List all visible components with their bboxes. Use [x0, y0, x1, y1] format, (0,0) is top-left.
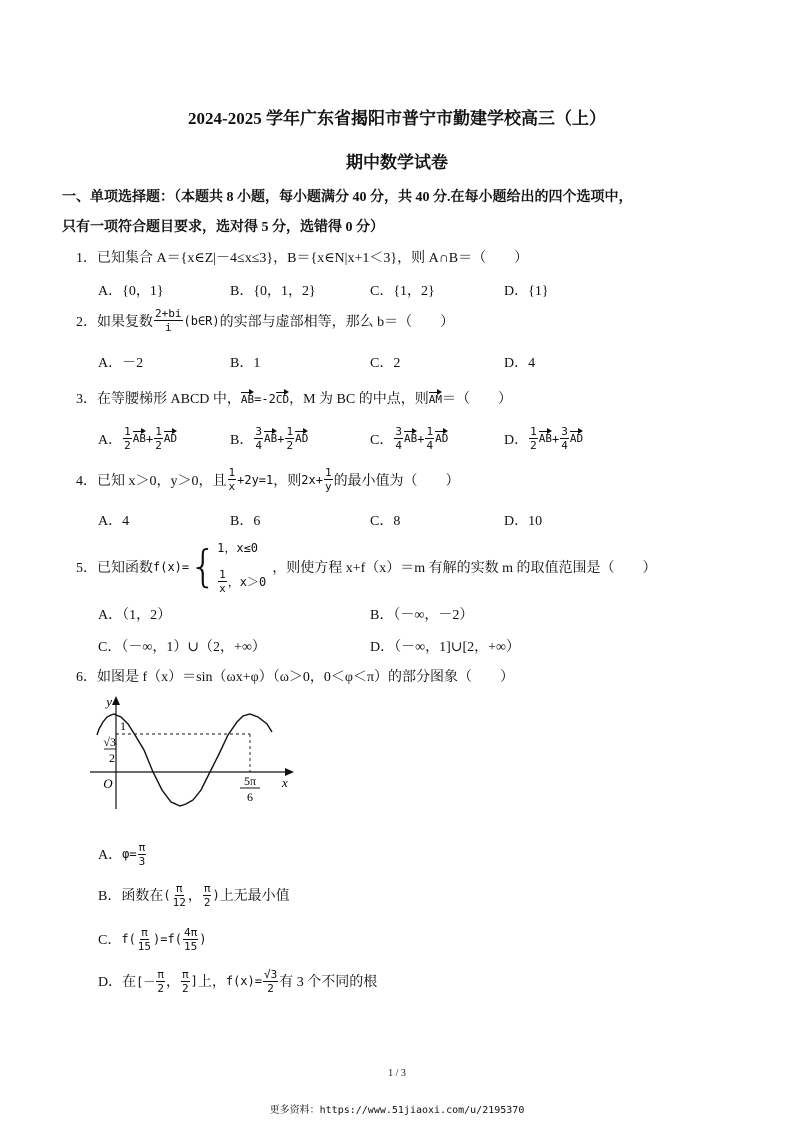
q5-brace: {	[189, 541, 218, 592]
q6-b-frac2	[203, 882, 212, 909]
q4-pre2: 2x+	[301, 472, 323, 487]
q5-fx: f(x)=	[153, 560, 190, 574]
q3-mid: ，M 为 BC 的中点，则	[289, 392, 429, 407]
q6-option-d: D．在 [－ $\frac{\pi}{2}$ ， $\frac{\pi}{2}$ ] 上， f(x)= $\frac{√3}{2}$ 有 3 个不同的根	[98, 967, 378, 995]
q4-option-b: B．6	[230, 514, 261, 529]
two-label: 2	[109, 751, 115, 765]
y-axis-arrow	[112, 696, 120, 705]
q1-option-d: D．{1}	[504, 284, 549, 299]
q3-d-d2: 4	[561, 439, 568, 452]
q3-vector-ab: AB	[240, 393, 255, 406]
q5-case2-t: ，x＞0	[227, 575, 267, 589]
q6-d-mid: 上，	[197, 975, 226, 990]
q3-vector-cd: CD	[275, 393, 290, 406]
q6-d-d1: 2	[157, 981, 164, 995]
q4-post: 的最小值为（ ）	[333, 473, 460, 489]
q6-c-n1: π	[141, 925, 148, 939]
q2-stem	[76, 307, 454, 334]
q6-d-frac2	[181, 968, 190, 995]
q4-option-a: A．4	[98, 514, 130, 529]
q3-b-d2: 2	[286, 439, 294, 452]
q6-d-frac1	[156, 968, 165, 995]
q3-d-n1: 1	[530, 425, 537, 438]
q6-a-frac	[138, 841, 147, 868]
q6-a-n: π	[138, 840, 146, 854]
q3-c-vec1: AB	[403, 432, 418, 445]
q6-b-pre: B．函数在	[98, 889, 164, 904]
q2-option-b: B．1	[230, 356, 261, 371]
q4-mid2: ，则	[273, 473, 302, 489]
q2-post: 的实部与虚部相等，那么 b＝（ ）	[219, 314, 455, 330]
q3-d-vec2: AD	[569, 432, 584, 445]
q4-option-d: D．10	[504, 514, 543, 529]
q6-b-n1: π	[175, 881, 183, 895]
q3-a-label: A．	[98, 432, 123, 448]
q2-option-c: C．2	[370, 356, 401, 371]
q6-stem: 6．如图是 f（x）＝sin（ωx+φ）（ω＞0，0＜φ＜π）的部分图象（ ）	[76, 670, 515, 685]
q4-d2: y	[324, 480, 332, 493]
footer-link[interactable]: 更多资料：https://www.51jiaoxi.com/u/2195370	[269, 1105, 525, 1116]
q4-option-c: C．8	[370, 514, 401, 529]
origin-label: O	[103, 776, 113, 791]
q6-b-post: 上无最小值	[219, 889, 290, 904]
title-line-1: 2024-2025 学年广东省揭阳市普宁市勤建学校高三（上）	[188, 109, 606, 128]
q6-d-n2: π	[181, 967, 189, 981]
q3-d-n2: 3	[561, 425, 568, 438]
q6-c-post: )	[199, 932, 207, 946]
q6-b-d2: 2	[203, 895, 211, 909]
q6-d-n1: π	[157, 967, 164, 981]
q3-c-frac1	[394, 425, 403, 452]
q5-case2-d: x	[219, 582, 226, 595]
six-label: 6	[247, 790, 253, 804]
q1-option-c: C．{1，2}	[370, 284, 435, 299]
q5-post: ，则使方程 x+f（x）＝m 有解的实数 m 的取值范围是（ ）	[272, 561, 657, 576]
q3-a-vec2: AD	[163, 432, 178, 445]
q4-frac2	[324, 466, 333, 493]
q6-b-frac1	[172, 882, 187, 909]
q6-c-label: C．	[98, 933, 122, 948]
q3-a-d1: 2	[124, 439, 131, 452]
q6-option-a	[98, 836, 147, 872]
q6-d-d2: 2	[181, 981, 189, 995]
q3-b-frac1	[254, 425, 263, 452]
q6-d-fx: f(x)=	[225, 974, 262, 988]
q6-c-n2: 4π	[183, 925, 198, 939]
q2-pre: 2．如果复数	[76, 314, 153, 330]
q6-option-c	[98, 921, 206, 957]
q4-pre: 4．已知 x＞0，y＞0，且	[76, 473, 227, 489]
q6-c-mid: )=f(	[153, 932, 182, 946]
q2-den: i	[164, 321, 172, 334]
q3-vector-am: AM	[428, 393, 442, 406]
one-label: 1	[120, 719, 126, 733]
q6-a-phi: φ=	[122, 847, 137, 861]
q5-stem	[76, 538, 657, 596]
q3-eq: =-2	[254, 392, 276, 406]
q3-d-label: D．	[504, 432, 529, 448]
q2-condition: (b∈R)	[183, 313, 220, 328]
q5-case2-frac	[218, 568, 227, 595]
q6-c-pre: f(	[121, 932, 136, 946]
q6-b-n2: π	[203, 881, 211, 895]
q3-a-vec1: AB	[132, 432, 146, 445]
q3-b-label: B．	[230, 432, 254, 448]
q3-option-c: C． $\frac{3}{4}$ AB + $\frac{1}{4}$ AD	[370, 425, 449, 452]
q2-option-d: D．4	[504, 356, 536, 371]
q5-option-a: A．（1，2）	[98, 608, 172, 623]
q1-stem: 1．已知集合 A＝{x∈Z|－4≤x≤3}，B＝{x∈N|x+1＜3}，则 A∩B＝（ ）	[76, 251, 529, 266]
q4-frac1	[228, 466, 237, 493]
q6-option-b: B．函数在 ( $\frac{\pi}{12}$ ， $\frac{\pi}{2}$ ) 上无最小值	[98, 881, 290, 909]
q3-option-a: A． $\frac{1}{2}$ AB + $\frac{1}{2}$ AD	[98, 425, 178, 452]
five-pi-label: 5π	[243, 774, 257, 788]
q3-c-d2: 4	[426, 439, 434, 452]
q3-c-n2: 1	[426, 425, 434, 438]
q3-post: ＝（ ）	[441, 392, 512, 407]
q5-case2	[217, 568, 266, 595]
q3-b-n1: 3	[255, 425, 262, 438]
q6-b-d1: 12	[172, 895, 186, 909]
q3-b-frac2	[285, 425, 294, 452]
q4-stem	[76, 466, 460, 493]
q3-a-d2: 2	[155, 439, 162, 452]
q5-pre: 5．已知函数	[76, 561, 153, 576]
q6-d-post: 有 3 个不同的根	[279, 975, 378, 990]
q6-a-d: 3	[138, 854, 146, 868]
q6-sine-graph	[90, 692, 300, 810]
section-heading: 一、单项选择题：（本题共 8 小题，每小题满分 40 分，共 40 分.在每小题给出的四个选项中，	[62, 190, 633, 205]
q3-c-label: C．	[370, 432, 394, 448]
q4-n1: 1	[228, 466, 236, 479]
q5-option-d: D．（－∞，1]∪[2，+∞）	[370, 640, 521, 655]
q3-c-vec2: AD	[435, 432, 449, 445]
q6-d-frac3	[263, 968, 278, 995]
q3-a-frac1	[123, 425, 132, 452]
q2-fraction	[154, 307, 183, 334]
q3-d-frac1	[529, 425, 538, 452]
q6-c-d2: 15	[183, 939, 198, 953]
q5-case2-n: 1	[219, 568, 226, 581]
q3-c-d1: 4	[395, 439, 402, 452]
q6-c-frac2	[183, 926, 198, 953]
q5-option-c: C．（－∞，1）∪（2，+∞）	[98, 640, 266, 655]
page-number: 1 / 3	[388, 1068, 406, 1079]
q6-d-d3: 2	[267, 981, 274, 995]
x-label: x	[282, 775, 288, 790]
q1-option-b: B．{0，1，2}	[230, 284, 316, 299]
q3-a-n2: 1	[155, 425, 162, 438]
q3-d-d1: 2	[530, 439, 537, 452]
y-label: y	[106, 694, 112, 709]
q3-d-vec1: AB	[538, 432, 552, 445]
q3-b-n2: 1	[286, 425, 294, 438]
q4-mid1: +2y=1	[237, 472, 274, 487]
q6-c-frac1	[137, 926, 152, 953]
q2-option-a: A．－2	[98, 356, 144, 371]
q3-option-b: B． $\frac{3}{4}$ AB + $\frac{1}{2}$ AD	[230, 425, 309, 452]
q3-stem	[76, 388, 512, 408]
q1-option-a: A．{0，1}	[98, 284, 164, 299]
q4-d1: x	[228, 480, 236, 493]
title-line-2: 期中数学试卷	[346, 153, 448, 172]
q3-c-frac2	[425, 425, 434, 452]
q3-a-n1: 1	[124, 425, 131, 438]
q5-case1: 1，x≤0	[217, 541, 259, 555]
q4-n2: 1	[324, 466, 332, 479]
q5-cases	[217, 539, 266, 595]
q3-pre: 3．在等腰梯形 ABCD 中，	[76, 392, 241, 407]
q3-c-n1: 3	[395, 425, 402, 438]
q5-option-b: B．（－∞，－2）	[370, 608, 474, 623]
q6-d-pre: D．在	[98, 975, 137, 990]
q3-b-vec2: AD	[295, 432, 309, 445]
q6-c-d1: 15	[137, 939, 152, 953]
q2-num: 2+bi	[155, 307, 182, 320]
q3-b-d1: 4	[255, 439, 262, 452]
q3-option-d: D． $\frac{1}{2}$ AB + $\frac{3}{4}$ AD	[504, 425, 584, 452]
q6-a-label: A．	[98, 848, 123, 863]
q3-d-frac2	[560, 425, 569, 452]
root3-label: √3	[103, 735, 116, 749]
section-heading-cont: 只有一项符合题目要求，选对得 5 分，选错得 0 分）	[62, 220, 384, 235]
q3-b-vec1: AB	[263, 432, 278, 445]
q3-a-frac2	[154, 425, 163, 452]
q6-d-n3: √3	[263, 967, 278, 981]
